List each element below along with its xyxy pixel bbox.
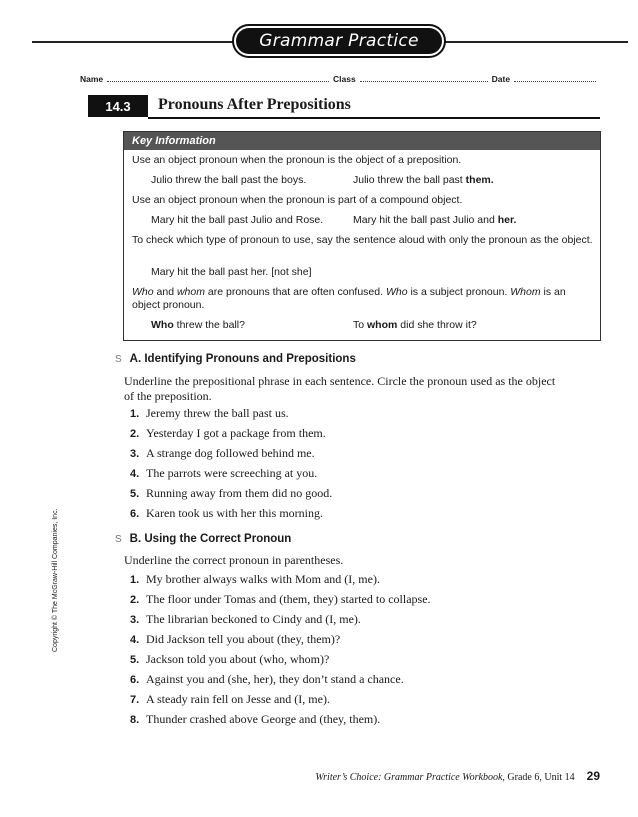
exercise-item	[130, 406, 289, 421]
key-example-1b	[353, 174, 494, 187]
exercise-item	[130, 672, 404, 687]
key-example-4b-bold: whom	[367, 319, 398, 331]
key-example-1a: Julio threw the ball past the boys.	[151, 174, 307, 186]
exercise-item	[130, 446, 315, 461]
section-b-title: B. Using the Correct Pronoun	[129, 533, 292, 545]
key-example-1	[151, 174, 613, 187]
item-sentence[interactable]: The librarian beckoned to Cindy and (I, me).	[146, 612, 361, 626]
key-example-2a: Mary hit the ball past Julio and Rose.	[151, 214, 324, 226]
item-sentence[interactable]: Jackson told you about (who, whom)?	[146, 652, 330, 666]
exercise-item	[130, 612, 361, 627]
class-label: Class	[333, 74, 356, 84]
key-example-4b-pre: To	[353, 319, 368, 331]
section-a-instructions: Underline the prepositional phrase in each sentence. Circle the pronoun used as the object of the preposition.	[124, 374, 556, 403]
who-italic: Who	[132, 286, 154, 298]
item-sentence[interactable]: Yesterday I got a package from them.	[146, 426, 326, 440]
key-rule-3: To check which type of pronoun to use, say the sentence aloud with only the pronoun as the object.	[132, 234, 593, 246]
item-sentence[interactable]: My brother always walks with Mom and (I, me).	[146, 572, 380, 586]
exercise-item	[130, 426, 326, 441]
item-sentence[interactable]: The floor under Tomas and (them, they) started to collapse.	[146, 592, 431, 606]
date-field[interactable]	[514, 73, 596, 82]
footer-grade-unit: Grade 6, Unit 14	[504, 772, 575, 783]
whom-italic: whom	[176, 286, 205, 298]
lesson-number: 14.3	[88, 95, 148, 117]
item-sentence[interactable]: A steady rain fell on Jesse and (I, me).	[146, 692, 330, 706]
item-sentence[interactable]: Did Jackson tell you about (they, them)?	[146, 632, 341, 646]
item-sentence[interactable]: A strange dog followed behind me.	[146, 446, 315, 460]
rule4-and: and	[153, 286, 177, 298]
grammar-practice-banner	[232, 24, 446, 58]
exercise-item	[130, 712, 380, 727]
exercise-item	[130, 486, 332, 501]
item-number: 5.	[130, 488, 140, 500]
date-label: Date	[491, 74, 511, 84]
item-number: 3.	[130, 614, 140, 626]
key-example-4b	[353, 319, 477, 332]
key-rule-1: Use an object pronoun when the pronoun is the object of a preposition.	[132, 154, 462, 166]
exercise-item	[130, 692, 330, 707]
item-number: 1.	[130, 574, 140, 586]
item-number: 1.	[130, 408, 140, 420]
item-sentence[interactable]: Karen took us with her this morning.	[146, 506, 323, 520]
key-rule-4	[132, 286, 594, 312]
item-number: 5.	[130, 654, 140, 666]
item-number: 7.	[130, 694, 140, 706]
exercise-item	[130, 572, 380, 587]
key-rule-2: Use an object pronoun when the pronoun is part of a compound object.	[132, 194, 463, 206]
key-information-box	[123, 131, 601, 341]
item-number: 6.	[130, 674, 140, 686]
key-example-3: Mary hit the ball past her. [not she]	[151, 266, 312, 278]
exercise-item	[130, 466, 317, 481]
rule4-mid: are pronouns that are often confused.	[204, 286, 386, 298]
exercise-item	[130, 632, 340, 647]
key-example-2	[151, 214, 613, 227]
key-example-1b-text: Julio threw the ball past	[353, 174, 466, 186]
item-number: 2.	[130, 594, 140, 606]
key-example-1b-bold: them.	[465, 174, 494, 186]
key-example-4	[151, 319, 613, 332]
key-example-4a-bold: Who	[151, 319, 174, 331]
key-example-2b-bold: her.	[497, 214, 517, 226]
section-a-marker: S	[115, 354, 122, 365]
rule4-end: is an object pronoun.	[132, 286, 566, 311]
class-field[interactable]	[360, 73, 488, 82]
name-class-date-row	[80, 70, 600, 84]
name-field[interactable]	[107, 73, 329, 82]
key-information-heading: Key Information	[124, 132, 600, 150]
item-number: 3.	[130, 448, 140, 460]
item-number: 4.	[130, 468, 140, 480]
section-b-marker: S	[115, 534, 122, 545]
section-b-heading	[115, 533, 291, 545]
key-example-4a	[151, 319, 245, 331]
section-a-heading	[115, 353, 356, 365]
item-number: 4.	[130, 634, 140, 646]
section-a-title: A. Identifying Pronouns and Prepositions	[129, 353, 356, 365]
lesson-title-rule	[148, 117, 600, 119]
name-label: Name	[80, 74, 104, 84]
key-example-2b-text: Mary hit the ball past Julio and	[353, 214, 498, 226]
whom-italic-2: Whom	[510, 286, 541, 298]
exercise-item	[130, 652, 329, 667]
exercise-item	[130, 506, 323, 521]
item-sentence[interactable]: The parrots were screeching at you.	[146, 466, 318, 480]
banner-title: Grammar Practice	[236, 28, 442, 54]
exercise-item	[130, 592, 431, 607]
key-example-4a-text: threw the ball?	[173, 319, 245, 331]
section-b-instructions: Underline the correct pronoun in parentheses.	[124, 553, 344, 567]
footer-book-title: Writer’s Choice: Grammar Practice Workbook,	[315, 772, 505, 783]
item-sentence[interactable]: Jeremy threw the ball past us.	[146, 406, 289, 420]
item-sentence[interactable]: Thunder crashed above George and (they, them).	[146, 712, 381, 726]
lesson-title: Pronouns After Prepositions	[158, 96, 351, 113]
item-number: 2.	[130, 428, 140, 440]
footer	[315, 769, 600, 783]
who-italic-2: Who	[385, 286, 408, 298]
key-example-4b-text: did she throw it?	[397, 319, 477, 331]
item-sentence[interactable]: Against you and (she, her), they don’t stand a chance.	[146, 672, 404, 686]
rule4-mid2: is a subject pronoun.	[407, 286, 511, 298]
copyright-notice: Copyright © The McGraw-Hill Companies, Inc.	[52, 508, 59, 652]
key-example-2b	[353, 214, 516, 227]
page-number: 29	[586, 769, 600, 783]
item-number: 6.	[130, 508, 140, 520]
item-sentence[interactable]: Running away from them did no good.	[146, 486, 333, 500]
item-number: 8.	[130, 714, 140, 726]
